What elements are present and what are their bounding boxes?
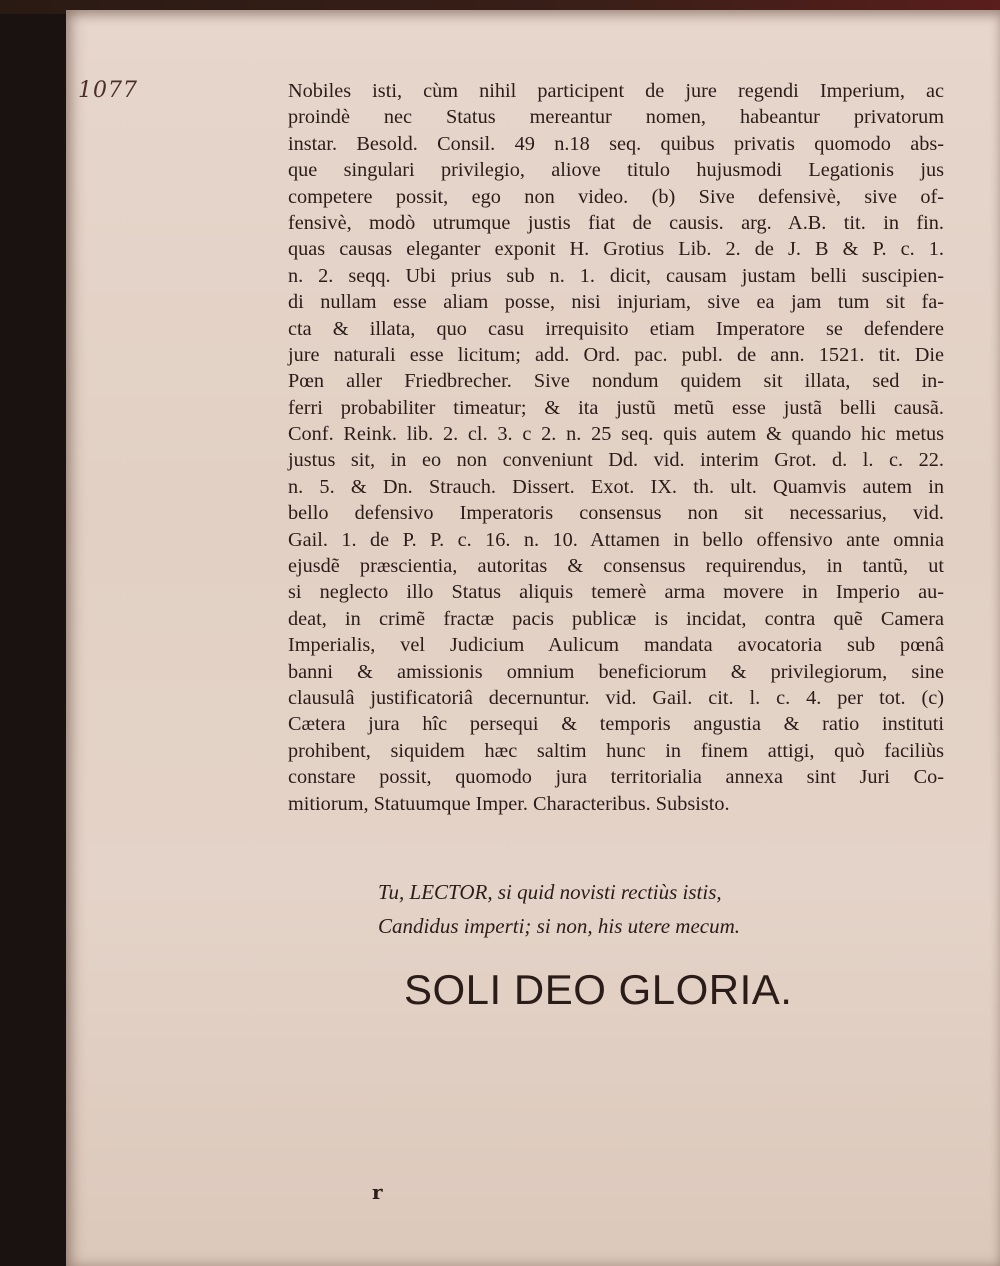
text-line: instar. Besold. Consil. 49 n.18 seq. quibus privatis quomodo abs- xyxy=(288,132,944,155)
text-line: ejusdẽ præscientia, autoritas & consensus requirendus, in tantũ, ut xyxy=(288,555,944,578)
text-line: Imperialis, vel Judicium Aulicum mandata avocatoria sub pœnâ xyxy=(288,634,944,657)
text-line: cta & illata, quo casu irrequisito etiam Imperatore se defendere xyxy=(288,317,944,340)
text-line: clausulâ justificatoriâ decernuntur. vid. Gail. cit. l. c. 4. per tot. (c) xyxy=(288,686,944,709)
text-line: di nullam esse aliam posse, nisi injuriam, sive ea jam tum sit fa- xyxy=(288,291,944,314)
closing-verse-line-1: Tu, LECTOR, si quid novisti rectiùs istis, xyxy=(378,880,722,904)
text-line: constare possit, quomodo jura territorialia annexa sint Juri Co- xyxy=(288,766,944,789)
text-line: que singulari privilegio, aliove titulo hujusmodi Legationis jus xyxy=(288,159,944,182)
folio-number: 1077 xyxy=(78,78,138,103)
text-line: prohibent, siquidem hæc saltim hunc in finem attigi, quò faciliùs xyxy=(288,739,944,762)
text-line: Pœn aller Friedbrecher. Sive nondum quidem sit illata, sed in- xyxy=(288,370,944,393)
signature-mark: r xyxy=(372,1180,383,1204)
text-line: n. 5. & Dn. Strauch. Dissert. Exot. IX. th. ult. Quamvis autem in xyxy=(288,475,944,498)
text-line: Cætera jura hîc persequi & temporis angustia & ratio instituti xyxy=(288,713,944,736)
text-line: bello defensivo Imperatoris consensus non sit necessarius, vid. xyxy=(288,502,944,525)
text-line: competere possit, ego non video. (b) Sive defensivè, sive of- xyxy=(288,185,944,208)
text-line: ferri probabiliter timeatur; & ita justũ metũ esse justã belli causã. xyxy=(288,396,944,419)
text-line: banni & amissionis omnium beneficiorum & privilegiorum, sine xyxy=(288,660,944,683)
text-line: deat, in crimẽ fractæ pacis publicæ is incidat, contra quẽ Camera xyxy=(288,607,944,630)
text-line: quas causas eleganter exponit H. Grotius Lib. 2. de J. B & P. c. 1. xyxy=(288,238,944,261)
text-line: fensivè, modò utrumque justis fiat de causis. arg. A.B. tit. in fin. xyxy=(288,211,944,234)
text-line: Nobiles isti, cùm nihil participent de jure regendi Imperium, ac xyxy=(288,80,944,102)
body-paragraph xyxy=(288,78,944,817)
closing-verse-line-2: Candidus imperti; si non, his utere mecum. xyxy=(378,914,741,938)
text-line: proindè nec Status mereantur nomen, habeantur privatorum xyxy=(288,106,944,129)
closing-doxology: SOLI DEO GLORIA. xyxy=(404,966,793,1013)
text-line: Gail. 1. de P. P. c. 16. n. 10. Attamen in bello offensivo ante omnia xyxy=(288,528,944,551)
text-line: mitiorum, Statuumque Imper. Characteribus. Subsisto. xyxy=(288,792,730,815)
text-line: Conf. Reink. lib. 2. cl. 3. c 2. n. 25 seq. quis autem & quando hic metus xyxy=(288,423,944,446)
text-line: si neglecto illo Status aliquis temerè arma movere in Imperio au- xyxy=(288,581,944,604)
text-line: justus sit, in eo non conveniunt Dd. vid. interim Grot. d. l. c. 22. xyxy=(288,449,944,472)
text-line: jure naturali esse licitum; add. Ord. pac. publ. de ann. 1521. tit. Die xyxy=(288,343,944,366)
text-line: n. 2. seqq. Ubi prius sub n. 1. dicit, causam justam belli suscipien- xyxy=(288,264,944,287)
